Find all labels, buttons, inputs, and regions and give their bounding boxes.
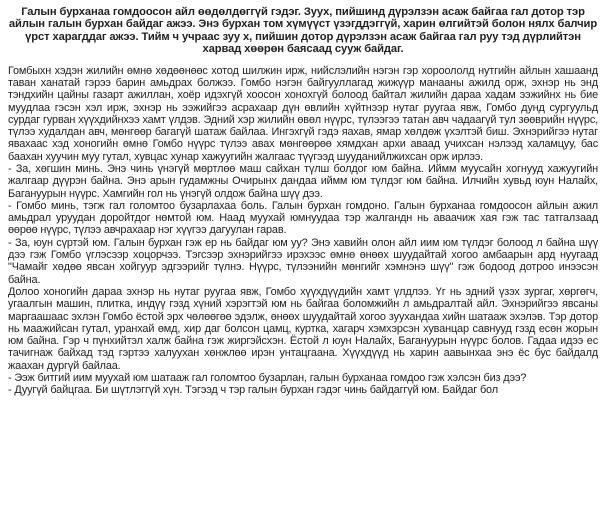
dialogue-line: - Гомбо минь, тэгж гал голомтоо бузарлахаа боль. Галын бурхан гомдоно. Галын бурханаа гомдоосон айлын ажил амьдрал уруудан доройтдог нөмтой юм. Наад муухай юмнуудаа тэр жалгандн нь аваачиж хая гэж тас татгалзаад өөрөө нүүрс, түлээ авчрахаар нэг хүүгээ дагуулан гарав. [8,199,598,237]
intro-paragraph: Галын бурханаа гомдоосон айл өөдөлдөггүй гэдэг. Зуух, пийшинд дүрэлзэн асаж байгаа гал дотор тэр айлын галын бурхан байдаг ажээ. Энэ бурхан том хүмүүст үзэгддэггүй, харин өлгийтэй болон нялх балчир үрст харагддаг ажээ. Тийм ч учраас зуу х, пийшин дотор дүрэлзэн асаж байгаа гал руу тэд дүрлийтэн харвад хөөрөн баясаад сууж байдаг. [8,6,598,56]
story-paragraph: Долоо хоногийн дараа эхнэр нь нутаг руугаа явж, Гомбо хүүхдүүдийн хамт үлдлээ. Үг нь эдний үзэх зургаг, хөргөгч, угаалгын машин, плитка, индүү гэзд хүний хэрэгтэй юм нь байгаа боломжийн л амьдралтай айл. Эхнэрийгээ явсаны маргаашаас эхлэн Гомбо ёстой эрх чөлөөгөө эдэлж, өнөөх шуудайтай хогоо зуухандаа хийн шатааж эхэлэв. Тэр дотор нь маажийсан гутал, уранхай өмд, хир даг болсон цамц, куртка, хагарч хэмхэрсэн хуванцар савнууд гэзд есөн жорын юм байна. Гэр ч пүнхийтэл халж байна гэж жиргэйсхэн. Ёстой л юун Налайх, Багануурын нүүрс болов. Гадаа идээ ес тачигнаж байхад тэд гэртээ халуухан хөнжлөө ирэн унтацгаана. Хүүхдүүд нь харин аавынхаа энэ ёс бус байдалд жаахан дургүй байлаа. [8,285,598,372]
dialogue-line: - Дуугүй байцгаа. Би шүтлэггүй хүн. Тэгээд ч тэр галын бурхан гэдэг чинь байдаггүй юм. Байдаг бол [8,384,498,397]
story-body [8,65,598,397]
story-paragraph: Гомбыхн хэдэн жилийн өмнө хөдөөнөөс хотод шилжин ирж, нийслэлийн нэгэн гэр хороололд нутгийн айлын хашаанд таван ханатай гэрээ барин амьдрах болжээ. Гомбо нэгэн байгууллагад жижүүр манааны ажилд орж, эхнэр нь энд тэндхийн цайны газарт ажиллан, хоёр идэхгүй хоосон хоноxгүй болоод байтал жилийн дараа хадам ээжийнх нь бие муудлаа гэсэн хэл ирж, эхнэр нь ээжийгээ асрахаар дүн өвлийн хүйтнээр нутаг руугаа явж, Гомбо дунд сургуульд сурдаг гурван хүүхдийнхээ хамт үлдэв. Эдний хэр жилийн өвөл нүүрс, түлээгээ татан авч чадаагүй тул зөөврийн нүүрс, түлээ худалдан авч, мөнгөөр багагүй шатаж байлаа. Ингэхгүй гэдэ яахав, ямар хөлдөж үхэлтэй биш. Эхнэрийгээ нутаг явахаас хэд хоногийн өмнө Гомбо нүүрс түлээ авах мөнгөөрөө хямдхан архи аваад учихсан нэлээд халамцуу, бас баахан хуучин муу гутал, хувцас хунар хажуугийн жалгаас түүгээд шууданийлжихсан орж ирлээ. [8,64,598,163]
dialogue-line: - За, хөгшин минь. Энэ чинь үнэгүй мөртлөө маш сайхан түлш болдог юм байна. Иймм муусайн хогнууд хажуугийн жалгаар дүүрэн байна. Энэ арын гудамжны Очирынх дандаа иймм юм түлдэг юм байна. Илчийн хувьд юун Налайх, Багануурын нүүрс. Хамгийн гол нь үнэгүй олдож байна шүү дээ. [8,163,598,200]
dialogue-line: - За, юун сүртэй юм. Галын бурхан гэж ер нь байдаг юм уу? Энэ хавийн олон айл иим юм түлдэг болоод л байна шүү дээ гэж Гомбо үглэсээр хоцорчээ. Тэгсээр эхнэрийгээ ирэхээс өмнө өнөөх шуудайтай хогоо амбаарын ард нуугаад "Чамайг хөдөө явсан хойгуур эдгээрийг түлнэ. Нүүрс, түлээнийн мөнгийг хэмнэнэ шүү" гэж бодоод дотроо инээсэн байна. [8,236,598,286]
dialogue-line: - Ээж битгий иим муухай юм шатааж гал голомтоо бузарлан, галын бурханаа гомдоо гэж хэлсэн биз дээ? [8,372,527,385]
